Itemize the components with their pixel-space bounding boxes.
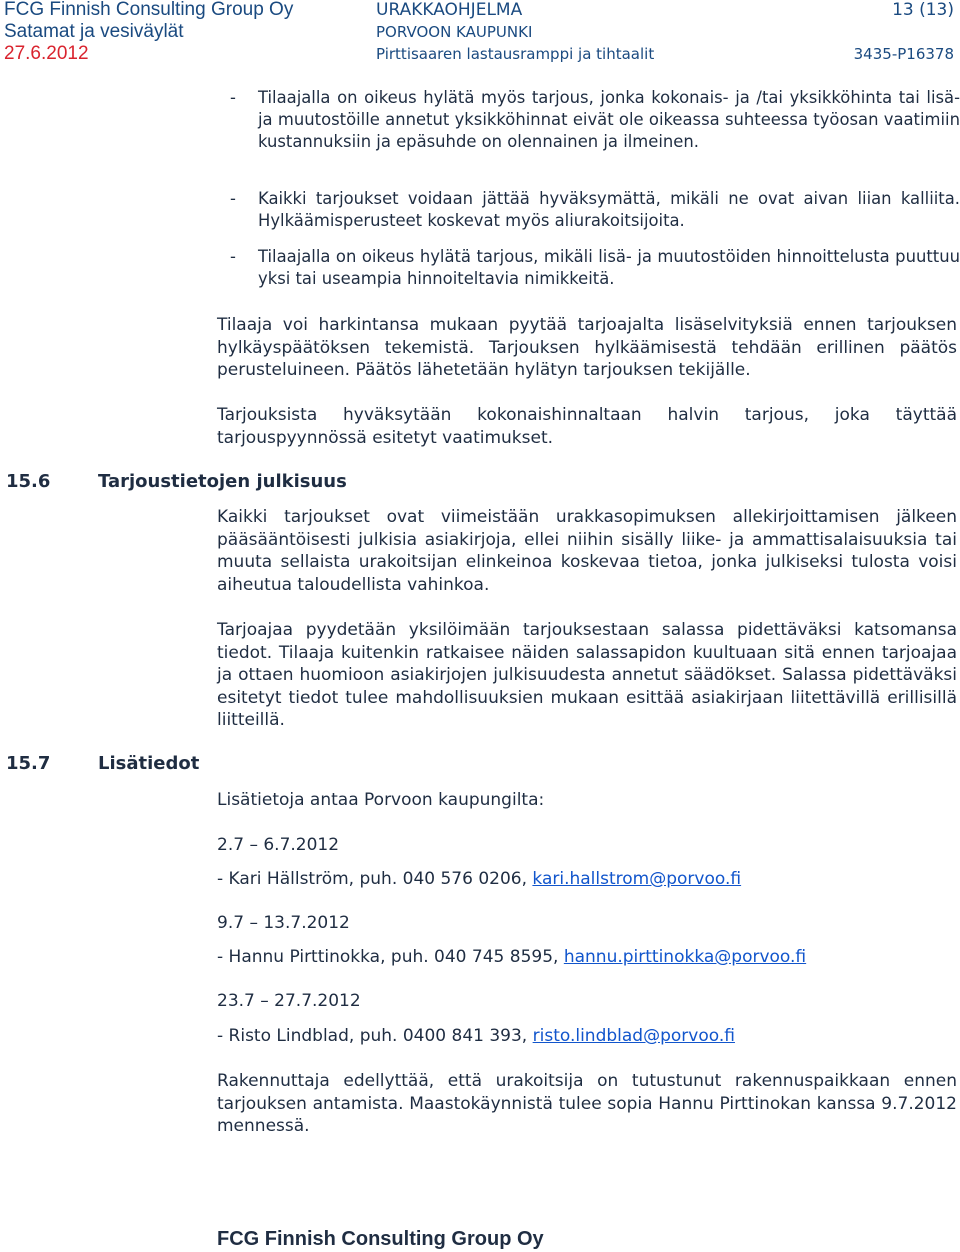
bullet-item <box>230 246 960 290</box>
bullet-dash: - <box>230 247 236 266</box>
page-header <box>0 0 960 70</box>
header-client: PORVOON KAUPUNKI <box>376 23 533 41</box>
header-project-code: 3435-P16378 <box>853 45 954 63</box>
section-number: 15.7 <box>6 753 51 774</box>
paragraph-site-visit: Rakennuttaja edellyttää, että urakoitsija on tutustunut rakennuspaikkaan ennen tarjouksen antamista. Maastokäynnistä tulee sopia Hannu Pirttinokan kanssa 9.7.2012 mennessä. <box>217 1071 957 1136</box>
bullet-item <box>230 188 960 232</box>
paragraph-publicity: Kaikki tarjoukset ovat viimeistään urakkasopimuksen allekirjoittamisen jälkeen pääsääntöisesti julkisia asiakirjoja, ellei niihin sisälly liike- ja ammattisalaisuuksia tai muuta sellaista urakoitsijan elinkeinoa koskevaa tietoa, jonka julkiseksi tulosta voisi aiheutua taloudellista vahinkoa. <box>217 507 957 595</box>
bullet-text: Kaikki tarjoukset voidaan jättää hyväksymättä, mikäli ne ovat aivan liian kalliita. Hylkäämisperusteet koskevat myös aliurakoitsijoita. <box>258 189 960 230</box>
header-doc-type: URAKKAOHJELMA <box>376 0 523 20</box>
contact-email-link[interactable]: kari.hallstrom@porvoo.fi <box>532 869 742 889</box>
header-project: Pirttisaaren lastausramppi ja tihtaalit <box>376 45 655 63</box>
section-heading-15-7 <box>6 752 199 776</box>
paragraph-acceptance: Tarjouksista hyväksytään kokonaishinnaltaan halvin tarjous, joka täyttää tarjouspyynnössä esitetyt vaatimukset. <box>217 405 957 448</box>
paragraph-confidentiality: Tarjoajaa pyydetään yksilöimään tarjouksestaan salassa pidettäväksi katsomansa tiedot. Tilaaja kuitenkin ratkaisee näiden salassapidon kuultuaan sitä ennen tarjoajaa ja ottaen huomioon asiakirjojen julkisuudesta annetut säädökset. Salassa pidettäväksi esitetyt tiedot tulee mahdollisuuksien mukaan esittää asiakirjaan liitettävillä erillisillä liitteillä. <box>217 620 957 730</box>
header-company: FCG Finnish Consulting Group Oy <box>4 0 294 20</box>
bullet-item <box>230 87 960 153</box>
paragraph-rejection-clarification: Tilaaja voi harkintansa mukaan pyytää tarjoajalta lisäselvityksiä ennen tarjouksen hylkäyspäätöksen tekemistä. Tarjouksen hylkäämisestä tehdään erillinen päätös perusteluineen. Päätös lähetetään hylätyn tarjouksen tekijälle. <box>217 315 957 380</box>
bullet-text: Tilaajalla on oikeus hylätä myös tarjous, jonka kokonais- ja /tai yksikköhinta tai lisä- ja muutostöille annetut yksikköhinnat eivät ole oikeassa suhteessa työosan vaatimiin kustannuksiin ja epäsuhde on olennainen ja ilmeinen. <box>258 88 960 151</box>
contact-details: - Risto Lindblad, puh. 0400 841 393, <box>217 1026 533 1046</box>
section-title: Tarjoustietojen julkisuus <box>98 471 347 492</box>
contact-email-link[interactable]: risto.lindblad@porvoo.fi <box>532 1026 735 1046</box>
contact-period: 2.7 – 6.7.2012 <box>217 835 340 855</box>
contact-details: - Kari Hällström, puh. 040 576 0206, <box>217 869 533 889</box>
header-page-number: 13 (13) <box>892 0 954 20</box>
contact-period: 23.7 – 27.7.2012 <box>217 991 361 1011</box>
contact-email-link[interactable]: hannu.pirttinokka@porvoo.fi <box>563 947 807 967</box>
contact-details: - Hannu Pirttinokka, puh. 040 745 8595, <box>217 947 564 967</box>
header-department: Satamat ja vesiväylät <box>4 21 184 42</box>
contact-person <box>217 946 806 968</box>
section-title: Lisätiedot <box>98 753 200 774</box>
bullet-dash: - <box>230 88 236 107</box>
bullet-text: Tilaajalla on oikeus hylätä tarjous, mikäli lisä- ja muutostöiden hinnoittelusta puuttuu yksi tai useampia hinnoiteltavia nimikkeitä. <box>258 247 960 288</box>
contact-period: 9.7 – 13.7.2012 <box>217 913 350 933</box>
page-footer: FCG Finnish Consulting Group Oy <box>217 1228 544 1250</box>
contact-person <box>217 868 741 890</box>
paragraph-more-info: Lisätietoja antaa Porvoon kaupungilta: <box>217 790 545 810</box>
section-heading-15-6 <box>6 470 347 494</box>
section-number: 15.6 <box>6 471 51 492</box>
header-date: 27.6.2012 <box>4 43 89 64</box>
bullet-dash: - <box>230 189 236 208</box>
contact-person <box>217 1025 735 1047</box>
